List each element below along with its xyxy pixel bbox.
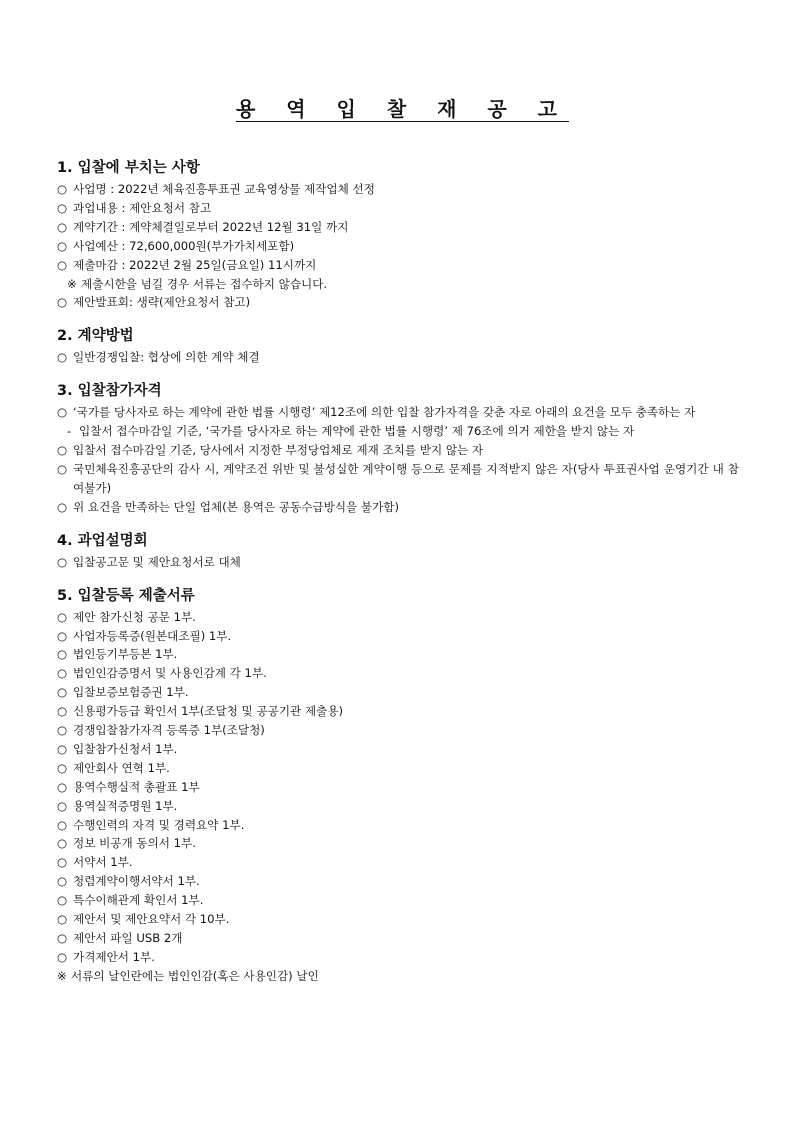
circle-bullet-icon: ○ bbox=[57, 443, 68, 458]
circle-bullet-icon: ○ bbox=[57, 219, 68, 234]
list-item bbox=[57, 553, 739, 572]
sub-item bbox=[57, 422, 739, 441]
item-text: 국민체육진흥공단의 감사 시, 계약조건 위반 및 불성실한 계약이행 등으로 문제를 지적받지 않은 자(당사 투표권사업 운영기간 내 참여불가) bbox=[73, 461, 739, 495]
list-item bbox=[57, 293, 739, 312]
list-item bbox=[57, 683, 739, 702]
reference-mark-icon: ※ bbox=[57, 968, 67, 983]
item-text: 위 요건을 만족하는 단일 업체(본 용역은 공동수급방식을 불가함) bbox=[73, 499, 400, 514]
item-text: 입찰서 접수마감일 기준, 당사에서 지정한 부정당업체로 제재 조치를 받지 않는 자 bbox=[73, 443, 484, 458]
circle-bullet-icon: ○ bbox=[57, 836, 68, 851]
item-text: 법인인감증명서 및 사용인감계 각 1부. bbox=[73, 666, 267, 681]
document-title: 용 역 입 찰 재 공 고 bbox=[235, 97, 570, 121]
section-heading: 3. 입찰참가자격 bbox=[57, 383, 162, 400]
dash-marker: - bbox=[67, 424, 72, 439]
item-text: 제출마감 : 2022년 2월 25일(금요일) 11시까지 bbox=[73, 257, 317, 272]
circle-bullet-icon: ○ bbox=[57, 893, 68, 908]
item-text: 사업자등록증(원본대조필) 1부. bbox=[73, 628, 232, 643]
list-item bbox=[57, 441, 739, 460]
circle-bullet-icon: ○ bbox=[57, 741, 68, 756]
section-heading: 2. 계약방법 bbox=[57, 328, 134, 345]
note-item bbox=[57, 275, 739, 294]
circle-bullet-icon: ○ bbox=[57, 723, 68, 738]
item-text: 제안회사 연혁 1부. bbox=[73, 760, 170, 775]
list-item bbox=[57, 403, 739, 422]
section-4 bbox=[57, 531, 739, 572]
list-item bbox=[57, 778, 739, 797]
item-text: 경쟁입찰참가자격 등록증 1부(조달청) bbox=[73, 723, 265, 738]
list-item bbox=[57, 237, 739, 256]
circle-bullet-icon: ○ bbox=[57, 798, 68, 813]
section-heading: 5. 입찰등록 제출서류 bbox=[57, 587, 195, 604]
item-text: 사업예산 : 72,600,000원(부가가치세포함) bbox=[73, 238, 295, 253]
item-text: 입찰공고문 및 제안요청서로 대체 bbox=[73, 554, 241, 569]
item-text: 수행인력의 자격 및 경력요약 1부. bbox=[73, 817, 245, 832]
section-3 bbox=[57, 381, 739, 516]
item-text: 법인등기부등본 1부. bbox=[73, 647, 178, 662]
circle-bullet-icon: ○ bbox=[57, 182, 68, 196]
section-1 bbox=[57, 158, 739, 312]
circle-bullet-icon: ○ bbox=[57, 238, 68, 253]
item-text: 제안서 파일 USB 2개 bbox=[73, 931, 183, 945]
circle-bullet-icon: ○ bbox=[57, 685, 68, 700]
circle-bullet-icon: ○ bbox=[57, 295, 68, 310]
list-item bbox=[57, 460, 739, 498]
circle-bullet-icon: ○ bbox=[57, 647, 68, 662]
circle-bullet-icon: ○ bbox=[57, 628, 68, 643]
list-item bbox=[57, 702, 739, 721]
circle-bullet-icon: ○ bbox=[57, 949, 68, 964]
circle-bullet-icon: ○ bbox=[57, 200, 68, 215]
item-text: ‘국가를 당사자로 하는 계약에 관한 법률 시행령’ 제12조에 의한 입찰 참가자격을 갖춘 자로 아래의 요건을 모두 충족하는 자 bbox=[73, 405, 696, 420]
list-item bbox=[57, 740, 739, 759]
list-item bbox=[57, 872, 739, 891]
list-item bbox=[57, 910, 739, 929]
list-item bbox=[57, 834, 739, 853]
circle-bullet-icon: ○ bbox=[57, 405, 68, 420]
list-item bbox=[57, 256, 739, 275]
circle-bullet-icon: ○ bbox=[57, 499, 68, 514]
item-text: 과업내용 : 제안요청서 참고 bbox=[73, 200, 212, 215]
circle-bullet-icon: ○ bbox=[57, 350, 68, 365]
circle-bullet-icon: ○ bbox=[57, 461, 68, 476]
circle-bullet-icon: ○ bbox=[57, 912, 68, 927]
circle-bullet-icon: ○ bbox=[57, 760, 68, 775]
circle-bullet-icon: ○ bbox=[57, 704, 68, 719]
circle-bullet-icon: ○ bbox=[57, 609, 68, 624]
item-text: 계약기간 : 계약체결일로부터 2022년 12월 31일 까지 bbox=[73, 219, 349, 234]
note-item bbox=[57, 967, 739, 986]
item-text: 입찰서 접수마감일 기준, ‘국가를 당사자로 하는 계약에 관한 법률 시행령’ 제 76조에 의거 제한을 받지 않는 자 bbox=[79, 424, 635, 439]
circle-bullet-icon: ○ bbox=[57, 817, 68, 832]
list-item bbox=[57, 721, 739, 740]
list-item bbox=[57, 797, 739, 816]
section-heading: 4. 과업설명회 bbox=[57, 532, 148, 549]
circle-bullet-icon: ○ bbox=[57, 554, 68, 569]
list-item bbox=[57, 627, 739, 646]
item-text: 서약서 1부. bbox=[73, 855, 133, 870]
list-item bbox=[57, 608, 739, 627]
item-text: 신용평가등급 확인서 1부(조달청 및 공공기관 제출용) bbox=[73, 704, 344, 719]
list-item bbox=[57, 348, 739, 367]
list-item bbox=[57, 948, 739, 967]
circle-bullet-icon: ○ bbox=[57, 855, 68, 870]
list-item bbox=[57, 645, 739, 664]
list-item bbox=[57, 853, 739, 872]
item-text: 용역수행실적 총괄표 1부 bbox=[73, 779, 200, 794]
circle-bullet-icon: ○ bbox=[57, 874, 68, 889]
list-item bbox=[57, 498, 739, 517]
document-title-wrap bbox=[0, 93, 793, 122]
item-text: 입찰참가신청서 1부. bbox=[73, 741, 178, 756]
reference-mark-icon: ※ bbox=[67, 276, 77, 291]
item-text: 제안서 및 제안요약서 각 10부. bbox=[73, 912, 230, 927]
item-text: 특수이해관계 확인서 1부. bbox=[73, 893, 204, 908]
list-item bbox=[57, 759, 739, 778]
list-item bbox=[57, 180, 739, 199]
list-item bbox=[57, 816, 739, 835]
item-text: 사업명 : 2022년 체육진흥투표권 교육영상물 제작업체 선정 bbox=[73, 182, 375, 196]
item-text: 일반경쟁입찰: 협상에 의한 계약 체결 bbox=[73, 350, 260, 365]
item-text: 제안 참가신청 공문 1부. bbox=[73, 609, 196, 624]
item-text: 서류의 날인란에는 법인인감(혹은 사용인감) 날인 bbox=[71, 968, 319, 983]
circle-bullet-icon: ○ bbox=[57, 779, 68, 794]
item-text: 용역실적증명원 1부. bbox=[73, 798, 178, 813]
list-item bbox=[57, 218, 739, 237]
circle-bullet-icon: ○ bbox=[57, 257, 68, 272]
item-text: 입찰보증보험증권 1부. bbox=[73, 685, 189, 700]
circle-bullet-icon: ○ bbox=[57, 931, 68, 945]
item-text: 가격제안서 1부. bbox=[73, 949, 155, 964]
item-text: 정보 비공개 동의서 1부. bbox=[73, 836, 196, 851]
item-text: 제출시한을 넘길 경우 서류는 접수하지 않습니다. bbox=[81, 276, 328, 291]
list-item bbox=[57, 664, 739, 683]
circle-bullet-icon: ○ bbox=[57, 666, 68, 681]
list-item bbox=[57, 891, 739, 910]
item-text: 청렴계약이행서약서 1부. bbox=[73, 874, 200, 889]
item-text: 제안발표회: 생략(제안요청서 참고) bbox=[73, 295, 251, 310]
document-body bbox=[57, 158, 739, 1000]
section-2 bbox=[57, 326, 739, 367]
list-item bbox=[57, 929, 739, 948]
section-5 bbox=[57, 586, 739, 986]
list-item bbox=[57, 199, 739, 218]
section-heading: 1. 입찰에 부치는 사항 bbox=[57, 160, 200, 176]
